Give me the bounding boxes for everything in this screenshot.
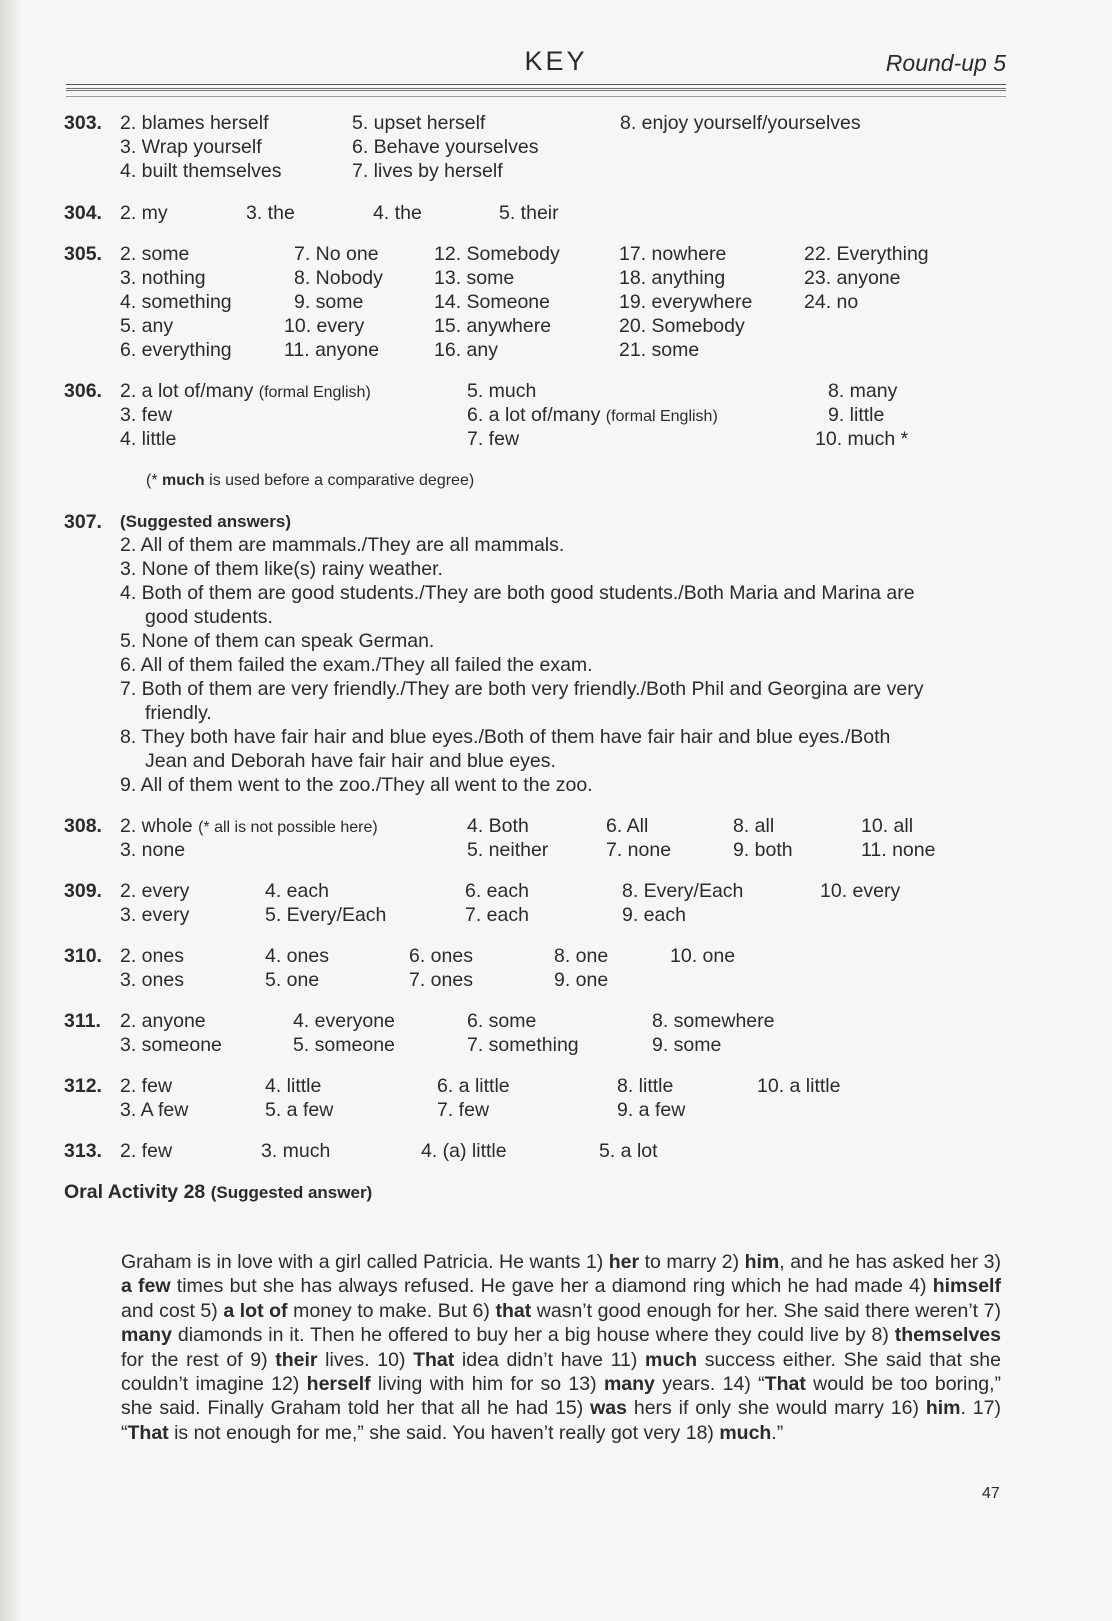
answer-word: themselves <box>894 1324 1001 1347</box>
header-rule-lower <box>66 96 1006 97</box>
answer-item: 8. somewhere <box>652 1010 775 1032</box>
answer-item: 6. All <box>606 815 649 837</box>
answer-item: 8. many <box>828 380 898 402</box>
answer-item: 11. none <box>861 839 936 861</box>
answer-word: him <box>925 1397 961 1420</box>
text-run: , and he has asked her 3) <box>779 1251 1001 1273</box>
answer-item: 5. much <box>467 380 537 402</box>
text-run: hers if only she would marry 16) <box>626 1397 926 1420</box>
text-run: success either. She said that she couldn’t imagine 12) <box>121 1348 1001 1396</box>
page-title: KEY <box>524 46 588 76</box>
scan-edge <box>0 0 22 1621</box>
answer-item: 10. every <box>284 315 365 337</box>
oral-activity-note: (Suggested answer) <box>210 1183 373 1202</box>
answer-item: 5. someone <box>293 1034 395 1056</box>
answer-item: 8. Nobody <box>294 267 383 289</box>
header-double-rule <box>66 88 1006 93</box>
answer-word: himself <box>932 1275 1001 1298</box>
answer-item: 3. few <box>120 404 173 426</box>
answer-item: 8. little <box>617 1075 674 1097</box>
answer-item: 4. (a) little <box>421 1140 507 1162</box>
answer-word: her <box>608 1251 640 1273</box>
answer-item: 9. little <box>828 404 885 426</box>
answer-item: 10. a little <box>757 1075 841 1097</box>
answer-item: 4. little <box>120 428 177 450</box>
footnote <box>146 469 474 493</box>
answer-item: 4. everyone <box>293 1010 395 1032</box>
text-run: times but she has always refused. He gave her a diamond ring which he had made 4) <box>170 1275 933 1298</box>
answer-item: 6. Behave yourselves <box>352 136 539 158</box>
answer-item: 4. each <box>265 880 329 902</box>
answer-item: 5. one <box>265 969 320 991</box>
answer-item: 3. Wrap yourself <box>120 136 262 158</box>
answer-word: much <box>719 1421 772 1444</box>
answer-item: 6. ones <box>409 945 473 967</box>
answer-item: 5. a few <box>265 1099 334 1121</box>
answer-item: 6. everything <box>120 339 232 361</box>
text-run: to marry 2) <box>639 1251 745 1273</box>
answer-item: 9. each <box>622 904 686 926</box>
text-run: would be too boring,” she said. Finally Graham told her that all he had 15) <box>121 1373 1001 1420</box>
answer-item: 12. Somebody <box>434 243 560 265</box>
answer-item: 2. ones <box>120 945 184 967</box>
text-run: is not enough for me,” she said. You haven’t really got very 18) <box>168 1421 720 1444</box>
answer-item: 4. the <box>373 202 422 224</box>
answer-note: (formal English) <box>605 408 718 425</box>
page-number: 47 <box>982 1485 1000 1502</box>
answer-item: 3. A few <box>120 1099 189 1121</box>
answer-item: 10. every <box>820 880 901 902</box>
answer-line: 3. None of them like(s) rainy weather. <box>120 558 443 580</box>
answer-item: 7. No one <box>294 243 379 265</box>
answer-item: 7. few <box>437 1099 490 1121</box>
answer-item: 14. Someone <box>434 291 551 313</box>
oral-activity-title: Oral Activity 28 <box>64 1181 206 1203</box>
exercise-number: 308. <box>64 815 102 837</box>
text-run: wasn’t good enough for her. She said there weren’t 7) <box>531 1299 1002 1322</box>
answer-item: 18. anything <box>619 267 726 289</box>
footnote-text: is used before a comparative degree) <box>209 472 475 489</box>
answer-word: that <box>495 1299 532 1322</box>
answer-item: 2. few <box>120 1140 173 1162</box>
text-run: for the rest of 9) <box>121 1348 276 1371</box>
answer-text: 2. a lot of/many <box>120 380 254 402</box>
answer-item: 4. little <box>265 1075 322 1097</box>
answer-line: 8. They both have fair hair and blue eyes./Both of them have fair hair and blue eyes./Both <box>120 726 891 748</box>
answer-item: 4. ones <box>265 945 329 967</box>
text-run: lives. 10) <box>317 1348 414 1371</box>
text-run: . 17) “ <box>121 1397 1001 1444</box>
answer-word: much <box>645 1348 698 1371</box>
answer-item: 6. each <box>465 880 529 902</box>
exercise-heading: (Suggested answers) <box>120 512 291 531</box>
text-run: diamonds in it. Then he offered to buy her a big house where they could live by 8) <box>171 1324 895 1347</box>
text-run: idea didn’t have 11) <box>454 1348 646 1371</box>
answer-word: many <box>121 1324 172 1347</box>
answer-item: 4. something <box>120 291 232 313</box>
answer-item: 3. the <box>246 202 295 224</box>
footnote-mark: (* <box>146 472 158 489</box>
text-run: Graham is in love with a girl called Patricia. He wants 1) <box>121 1251 609 1273</box>
answer-item: 24. no <box>804 291 859 313</box>
answer-item: 10. all <box>861 815 914 837</box>
answer-item: 9. one <box>554 969 609 991</box>
text-run: years. 14) “ <box>654 1373 765 1396</box>
answer-item: 2. anyone <box>120 1010 206 1032</box>
answer-item: 10. much * <box>815 428 909 450</box>
answer-item: 6. a little <box>437 1075 510 1097</box>
answer-item: 23. anyone <box>804 267 901 289</box>
answer-item: 13. some <box>434 267 515 289</box>
answer-note: (formal English) <box>258 384 371 401</box>
answer-item: 7. each <box>465 904 529 926</box>
answer-item: 9. a few <box>617 1099 686 1121</box>
answer-item: 8. Every/Each <box>622 880 744 902</box>
answer-item: 9. both <box>733 839 793 861</box>
answer-word: That <box>127 1421 169 1444</box>
answer-item: 3. nothing <box>120 267 206 289</box>
exercise-number: 306. <box>64 380 102 402</box>
answer-item <box>120 814 378 840</box>
answer-item: 5. any <box>120 315 174 337</box>
answer-item: 4. built themselves <box>120 160 282 182</box>
answer-item: 7. something <box>467 1034 579 1056</box>
answer-note: (* all is not possible here) <box>198 819 378 836</box>
answer-item: 7. none <box>606 839 672 861</box>
answer-line: Jean and Deborah have fair hair and blue eyes. <box>145 750 556 772</box>
answer-word: That <box>413 1348 455 1371</box>
answer-text: 6. a lot of/many <box>467 404 601 426</box>
oral-activity-paragraph <box>121 1250 1001 1445</box>
exercise-number: 309. <box>64 880 102 902</box>
answer-word: a few <box>121 1275 171 1298</box>
answer-item: 3. every <box>120 904 190 926</box>
answer-item: 7. ones <box>409 969 473 991</box>
answer-line: 4. Both of them are good students./They are both good students./Both Maria and Marina are <box>120 582 915 604</box>
answer-word: their <box>275 1348 318 1371</box>
answer-item: 7. few <box>467 428 520 450</box>
answer-word: him <box>744 1251 780 1273</box>
oral-activity-heading <box>64 1180 372 1205</box>
answer-line: friendly. <box>145 702 212 724</box>
answer-word: many <box>603 1373 655 1396</box>
answer-item: 5. a lot <box>599 1140 658 1162</box>
answer-item: 5. their <box>499 202 559 224</box>
text-run: .” <box>771 1421 784 1444</box>
answer-item: 3. none <box>120 839 186 861</box>
answer-line: 7. Both of them are very friendly./They are both very friendly./Both Phil and Georgina are very <box>120 678 924 700</box>
answer-item: 11. anyone <box>284 339 380 361</box>
answer-item: 3. ones <box>120 969 184 991</box>
answer-item: 17. nowhere <box>619 243 727 265</box>
answer-item: 19. everywhere <box>619 291 753 313</box>
answer-item: 20. Somebody <box>619 315 745 337</box>
exercise-number: 307. <box>64 511 102 533</box>
exercise-number: 304. <box>64 202 102 224</box>
text-run: living with him for so 13) <box>370 1373 604 1396</box>
answer-item: 9. some <box>294 291 364 313</box>
answer-item: 5. upset herself <box>352 112 486 134</box>
footnote-word: much <box>162 472 205 489</box>
text-run: money to make. But 6) <box>287 1299 496 1322</box>
header-rule <box>66 84 1006 85</box>
answer-item: 4. Both <box>467 815 529 837</box>
answer-item <box>467 403 718 429</box>
answer-item: 2. every <box>120 880 190 902</box>
answer-item <box>120 379 371 405</box>
exercise-number: 313. <box>64 1140 102 1162</box>
answer-item: 3. someone <box>120 1034 222 1056</box>
answer-item: 3. much <box>261 1140 331 1162</box>
answer-line: 9. All of them went to the zoo./They all went to the zoo. <box>120 774 593 796</box>
answer-item: 21. some <box>619 339 700 361</box>
answer-word: That <box>764 1373 806 1396</box>
answer-item: 10. one <box>670 945 736 967</box>
answer-item: 9. some <box>652 1034 722 1056</box>
exercise-number: 311. <box>64 1010 101 1032</box>
answer-word: was <box>590 1397 627 1420</box>
answer-item: 2. my <box>120 202 168 224</box>
answer-word: a lot of <box>223 1299 288 1322</box>
answer-item: 2. some <box>120 243 190 265</box>
exercise-number: 310. <box>64 945 102 967</box>
answer-line: 2. All of them are mammals./They are all mammals. <box>120 534 565 556</box>
answer-item: 5. Every/Each <box>265 904 387 926</box>
answer-word: herself <box>306 1373 371 1396</box>
answer-item: 2. few <box>120 1075 173 1097</box>
answer-item: 16. any <box>434 339 498 361</box>
answer-item: 5. neither <box>467 839 549 861</box>
answer-line: 6. All of them failed the exam./They all failed the exam. <box>120 654 593 676</box>
answer-item: 8. all <box>733 815 775 837</box>
answer-text: 2. whole <box>120 815 193 837</box>
answer-item: 6. some <box>467 1010 537 1032</box>
exercise-number: 303. <box>64 112 102 134</box>
answer-item: 8. one <box>554 945 609 967</box>
answer-line: 5. None of them can speak German. <box>120 630 435 652</box>
answer-item: 15. anywhere <box>434 315 552 337</box>
answer-item: 8. enjoy yourself/yourselves <box>620 112 861 134</box>
section-title: Round-up 5 <box>885 50 1006 76</box>
answer-item: 7. lives by herself <box>352 160 503 182</box>
text-run: and cost 5) <box>121 1299 224 1322</box>
exercise-number: 305. <box>64 243 102 265</box>
exercise-number: 312. <box>64 1075 102 1097</box>
answer-item: 2. blames herself <box>120 112 269 134</box>
answer-line: good students. <box>145 606 273 628</box>
answer-item: 22. Everything <box>804 243 929 265</box>
